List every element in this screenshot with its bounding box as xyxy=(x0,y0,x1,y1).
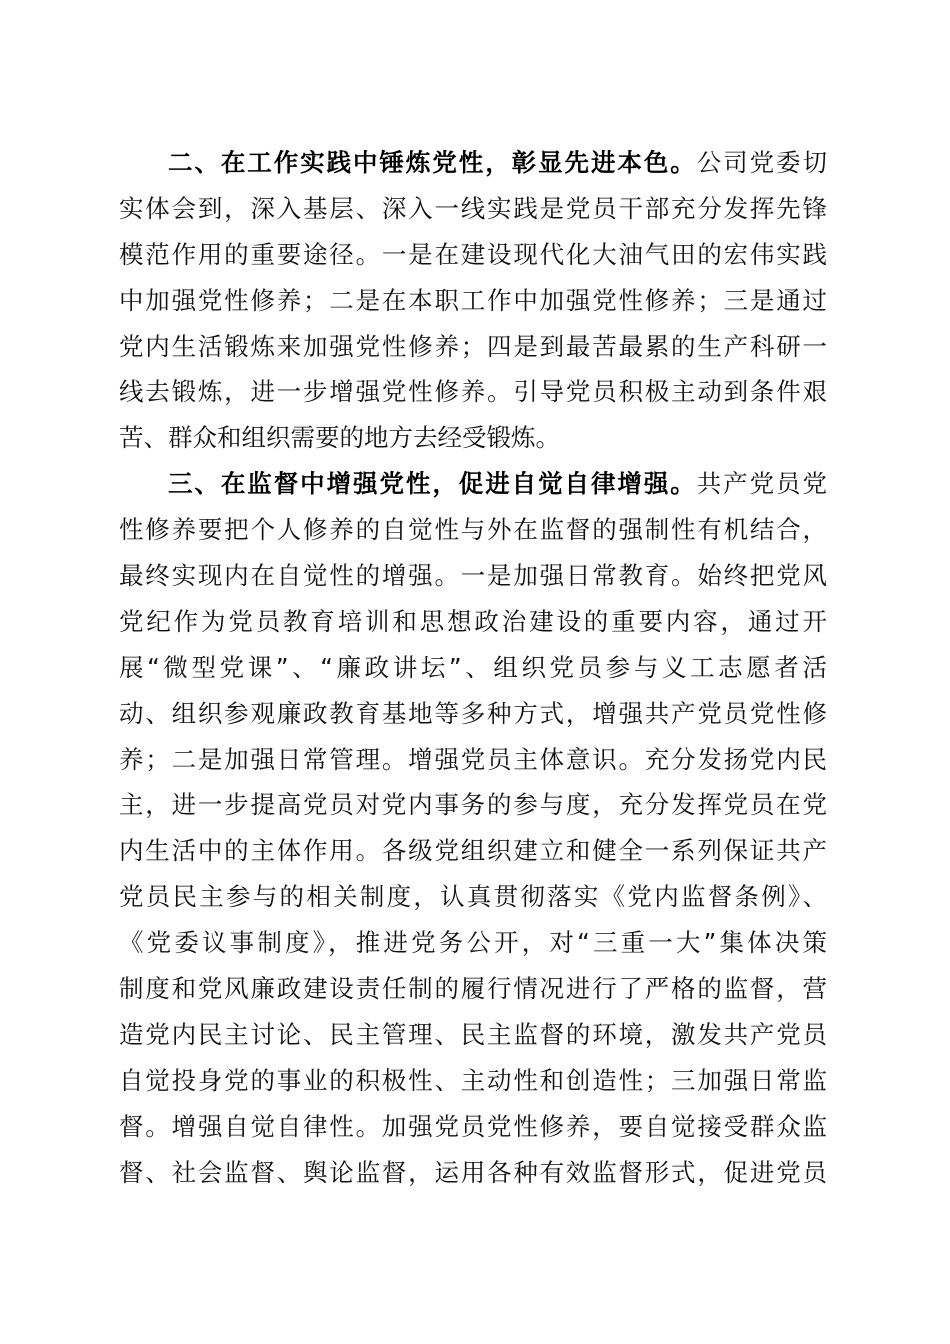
paragraph-line: 督。增强自觉自律性。加强党员党性修养，要自觉接受群众监 xyxy=(119,1111,827,1141)
paragraph-text: 共产党员党 xyxy=(696,469,827,499)
paragraph-line: 动、组织参观廉政教育基地等多种方式，增强共产党员党性修 xyxy=(119,698,827,728)
paragraph-line: 养；二是加强日常管理。增强党员主体意识。充分发扬党内民 xyxy=(119,744,827,774)
paragraph-line: 中加强党性修养；二是在本职工作中加强党性修养；三是通过 xyxy=(119,285,827,315)
paragraph-line: 党纪作为党员教育培训和思想政治建设的重要内容，通过开 xyxy=(119,606,827,636)
section-heading: 二、在工作实践中锤炼党性，彰显先进本色。 xyxy=(168,148,697,177)
paragraph-line: 实体会到，深入基层、深入一线实践是党员干部充分发挥先锋 xyxy=(119,193,827,223)
paragraph-line: 《党委议事制度》，推进党务公开，对“三重一大”集体决策 xyxy=(119,928,827,958)
paragraph-line: 性修养要把个人修养的自觉性与外在监督的强制性有机结合， xyxy=(119,515,827,545)
paragraph-line: 线去锻炼，进一步增强党性修养。引导党员积极主动到条件艰 xyxy=(119,377,827,407)
document-body xyxy=(119,140,827,1195)
paragraph-line: 制度和党风廉政建设责任制的履行情况进行了严格的监督，营 xyxy=(119,974,827,1004)
section-heading: 三、在监督中增强党性，促进自觉自律增强。 xyxy=(168,469,697,499)
paragraph-line: 党内生活锻炼来加强党性修养；四是到最苦最累的生产科研一 xyxy=(119,331,827,361)
paragraph-line: 内生活中的主体作用。各级党组织建立和健全一系列保证共产 xyxy=(119,836,827,866)
paragraph-line: 展“微型党课”、“廉政讲坛”、组织党员参与义工志愿者活 xyxy=(119,652,827,682)
paragraph-line: 主，进一步提高党员对党内事务的参与度，充分发挥党员在党 xyxy=(119,790,827,820)
paragraph-line: 最终实现内在自觉性的增强。一是加强日常教育。始终把党风 xyxy=(119,561,827,591)
paragraph-line: 模范作用的重要途径。一是在建设现代化大油气田的宏伟实践 xyxy=(119,239,827,269)
paragraph-text: 公司党委切 xyxy=(696,148,827,177)
paragraph-line xyxy=(119,461,827,507)
paragraph-line: 苦、群众和组织需要的地方去经受锻炼。 xyxy=(119,423,560,453)
paragraph-line xyxy=(119,140,827,186)
paragraph-line: 督、社会监督、舆论监督，运用各种有效监督形式，促进党员 xyxy=(119,1157,827,1187)
paragraph-line: 造党内民主讨论、民主管理、民主监督的环境，激发共产党员 xyxy=(119,1019,827,1049)
paragraph-line: 党员民主参与的相关制度，认真贯彻落实《党内监督条例》、 xyxy=(119,882,827,912)
paragraph-line: 自觉投身党的事业的积极性、主动性和创造性；三加强日常监 xyxy=(119,1065,827,1095)
